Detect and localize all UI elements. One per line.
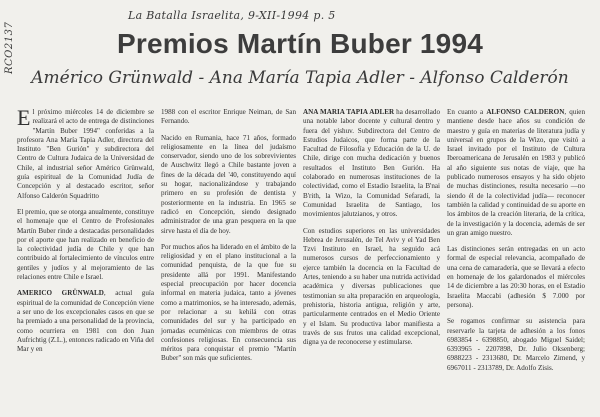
name-lead: ANA MARIA TAPIA ADLER [303, 108, 395, 116]
paragraph: Con estudios superiores en las universidades Hebrea de Jerusalén, de Tel Aviv y el Yad Ben Tzvi Instituto en Israel, ha seguido acá numerosos cursos de perfeccionamiento y ejerce también la docencia en la Facultad de Artes, teniendo a su haber una nutrida actividad académica y diversas publicaciones que testimonian su alta preparación en arqueología, prehistoria, historia antigua, religión y arte, particularmente centrados en el Medio Oriente y el Islam. Su productiva labor manifiesta a través de sus frutos una calidad excepcional, digna ya de reconocerse y estimularse. [303, 226, 440, 347]
paragraph: Las distinciones serán entregadas en un acto formal de especial relevancia, acompañado de una cena de camaradería, que se llevará a efecto en homenaje de los galardonados el miércoles 14 de diciembre a las 20:30 horas, en el Estadio Israelita Maccabi (adhesión $ 7.000 por persona). [447, 245, 585, 309]
paragraph: Se rogamos confirmar su asistencia para reservarle la tarjeta de adhesión a los fonos 6983854 - 6398850, abogado Miguel Saidel; 6393965 - 2207898, Dr. Julio Oksenberg; 6988223 - 2313680, Dr. Marcelo Zimend, y 6967011 - 2313789, Dr. Adolfo Zisis. [447, 317, 585, 372]
paragraph: El próximo miércoles 14 de diciembre se realizará el acto de entrega de distinciones "Martín Buber 1994" conferidas a la profesora Ana María Tapia Adler, directora del Instituto "Ben Gurión" y subdirectora del Centro de Cultura Judaica de la Universidad de Chile, al industrial señor Américo Grünwald, guía espiritual de la Comunidad Judía de Concepción y al destacado escritor, señor Alfonso Calderón Squadritto [17, 105, 154, 200]
paragraph: El premio, que se otorga anualmente, constituye el homenaje que el Centro de Profesionales Martín Buber rinde a destacadas personalidades por el aporte que han realizado en beneficio de la colectividad judía de Chile y que han contribuido al fortalecimiento de vínculos entre gentiles y judíos y al mejoramiento de las relaciones entre Chile e Israel. [17, 207, 154, 282]
article-column-1 [17, 105, 154, 361]
article-byline: Américo Grünwald - Ana María Tapia Adler - Alfonso Calderón [31, 68, 569, 88]
drop-cap: E [17, 105, 31, 130]
paragraph: ANA MARIA TAPIA ADLER ha desarrollado una notable labor docente y cultural dentro y fuera del yishuv. Subdirectora del Centro de Estudios Judaicos, que forma parte de la Facultad de Filosofía y Educación de la U. de Chile, dirige con mucha dedicación y buenos resultados el Instituto Ben Gurión. Ha colaborado en numerosas instituciones de la colectividad, como el Estadio Israelita, la B'nai B'rith, la Wizo, la Comunidad Sefaradí, la Comunidad Israelita de Santiago, los movimientos jalutzianos, y otros. [303, 108, 440, 219]
paragraph: Nacido en Rumania, hace 71 años, formado religiosamente en la línea del judaísmo conservador, siendo uno de los sobrevivientes de Auschwitz llegó a Chile bastante joven a fines de la década del '40, constituyendo aquí su hogar, nacionalizándose y trabajando primero en su profesión de dentista y posteriormente en la industria. En 1965 se radicó en Concepción, siendo designado administrador de una gran pesquera en la que sirve hasta el día de hoy. [161, 133, 296, 235]
article-column-4 [447, 108, 585, 380]
paragraph: 1988 con el escritor Enrique Neiman, de San Fernando. [161, 108, 296, 126]
handwritten-source-note: La Batalla Israelita, 9-XII-1994 p. 5 [128, 9, 336, 22]
paragraph: Por muchos años ha liderado en el ámbito de la religiosidad y en el plano institucional a la comunidad penquista, de la que fue su presidente allá por 1991. Manifestando especial preocupación por hacer docencia informal en materia judaica, tanto a jóvenes como a matrimonios, se ha interesado, además, por relacionar a su kehilá con otras comunidades del sur y ha participado en jornadas ecuménicas con miembros de otras confesiones religiosas. En consecuencia sus méritos para conquistar el premio "Martín Buber" son más que suficientes. [161, 242, 296, 363]
name-lead: ALFONSO CALDERON [486, 108, 565, 116]
article-column-3 [303, 108, 440, 354]
name-lead: AMERICO GRÜNWALD [17, 289, 104, 298]
article-title: Premios Martín Buber 1994 [116, 28, 484, 59]
paragraph: AMERICO GRÜNWALD, actual guía espiritual de la comunidad de Concepción viene a ser uno de los excepcionales casos en que se ha premiado a una personalidad de la provincia, como ocurriera en 1981 con don Juan Aufrichtig (Z.L.), entonces radicado en Viña del Mar y en [17, 289, 154, 354]
paragraph: En cuanto a ALFONSO CALDERON, quien mantiene desde hace años su condición de maestro y guía en materias de literatura judía y universal en grupos de la Wizo, que visitó a Israel invitado por el Instituto de Cultura Iberoamericana de Jerusalén en 1983 y publicó al año siguiente sus notas de viaje, que ha publicado numerosos ensayos y ha sido objeto de muchas distinciones, resulta necesario —no siendo él de la colectividad judía— reconocer también la calidad y continuidad de su aporte en los ámbitos de la creación literaria, de la crítica, de la investigación y la docencia, además de ser un gran amigo nuestro. [447, 108, 585, 237]
handwritten-archive-code: RCO2137 [4, 21, 15, 74]
article-column-2 [161, 108, 296, 371]
